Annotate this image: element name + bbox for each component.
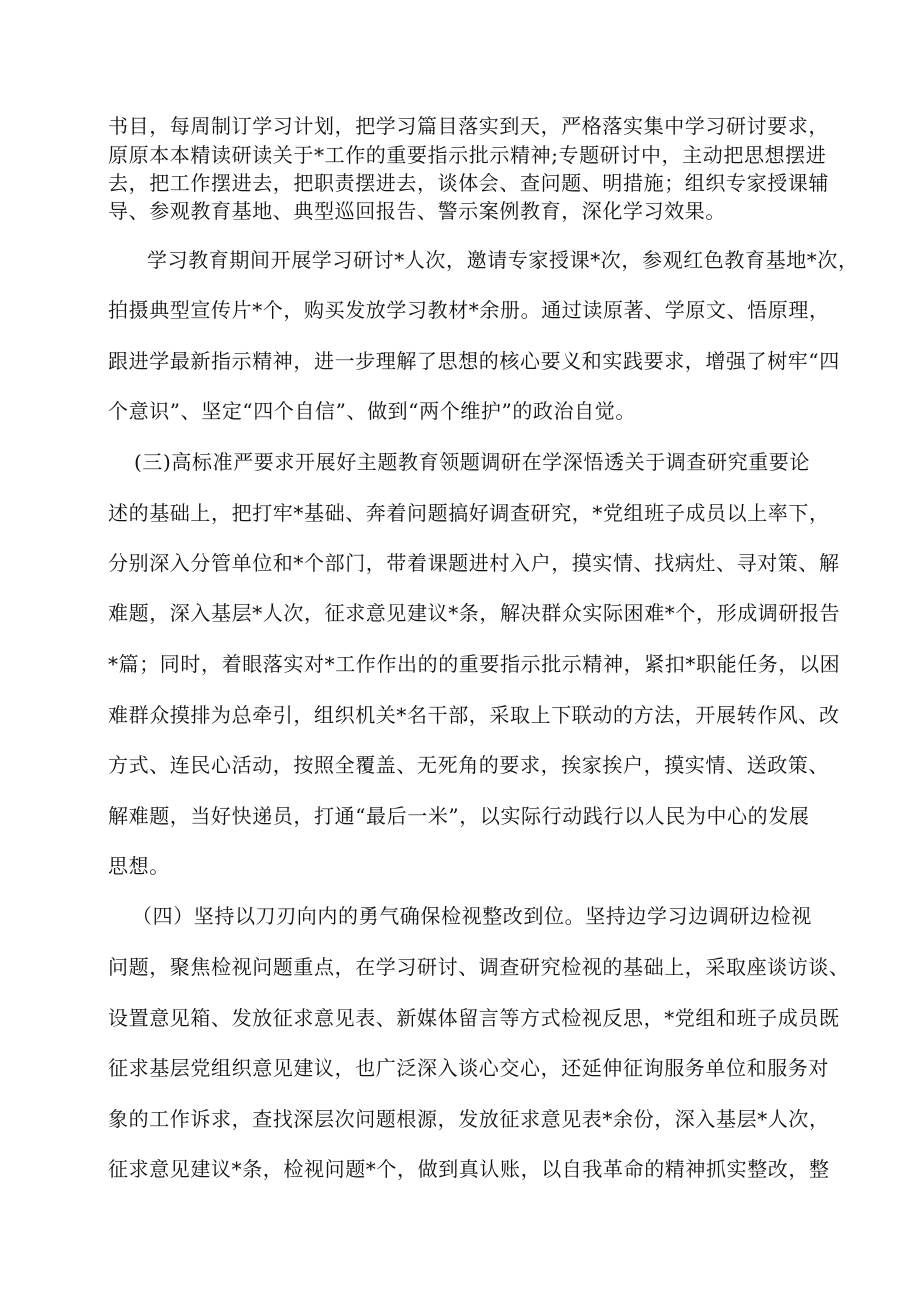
text-line: 难题，深入基层*人次，征求意见建议*条，解决群众实际困难*个，形成调研报告 [108,601,841,625]
text-line: 征求意见建议*条，检视问题*个，做到真认账，以自我革命的精神抓实整改，整 [108,1157,830,1181]
text-line: 象的工作诉求，查找深层次问题根源，发放征求意见表*余份，深入基层*人次， [108,1107,830,1131]
text-line: 解难题，当好快递员，打通“最后一米”，以实际行动践行以人民为中心的发展 [108,804,810,828]
text-line: 书目，每周制订学习计划，把学习篇目落实到天，严格落实集中学习研讨要求， [108,114,829,138]
text-line: （四）坚持以刀刃向内的勇气确保检视整改到位。坚持边学习边调研边检视 [132,904,812,928]
text-line: *篇；同时，着眼落实对*工作作出的的重要指示批示精神，紧扣*职能任务，以困 [108,652,841,676]
text-line: (三)高标准严要求开展好主题教育领题调研在学深悟透关于调查研究重要论 [134,450,811,474]
text-line: 拍摄典型宣传片*个，购买发放学习教材*余册。通过读原著、学原文、悟原理， [108,298,830,322]
text-line: 分别深入分管单位和*个部门，带着课题进村入户，摸实情、找病灶、寻对策、解 [108,551,840,575]
text-line: 去，把工作摆进去，把职责摆进去，谈体会、查问题、明措施；组织专家授课辅 [108,171,829,195]
text-line: 问题，聚焦检视问题重点，在学习研讨、调查研究检视的基础上，采取座谈访谈、 [108,955,850,979]
text-line: 方式、连民心活动，按照全覆盖、无死角的要求，挨家挨户，摸实情、送政策、 [108,753,829,777]
text-line: 个意识”、坚定“四个自信”、做到“两个维护”的政治自觉。 [108,399,636,423]
text-line: 原原本本精读研读关于*工作的重要指示批示精神;专题研讨中，主动把思想摆进 [108,143,827,167]
text-line: 导、参观教育基地、典型巡回报告、警示案例教育，深化学习效果。 [108,199,726,223]
text-line: 难群众摸排为总牵引，组织机关*名干部，采取上下联动的方法，开展转作风、改 [108,703,840,727]
text-line: 学习教育期间开展学习研讨*人次，邀请专家授课*次，参观红色教育基地*次， [147,248,859,272]
text-line: 思想。 [108,854,170,878]
text-line: 征求基层党组织意见建议，也广泛深入谈心交心，还延伸征询服务单位和服务对 [108,1056,829,1080]
text-line: 设置意见箱、发放征求意见表、新媒体留言等方式检视反思，*党组和班子成员既 [108,1006,840,1030]
text-line: 述的基础上，把打牢*基础、奔着问题搞好调查研究，*党组班子成员以上率下， [108,501,830,525]
text-line: 跟进学最新指示精神，进一步理解了思想的核心要义和实践要求，增强了树牢“四 [108,349,840,373]
